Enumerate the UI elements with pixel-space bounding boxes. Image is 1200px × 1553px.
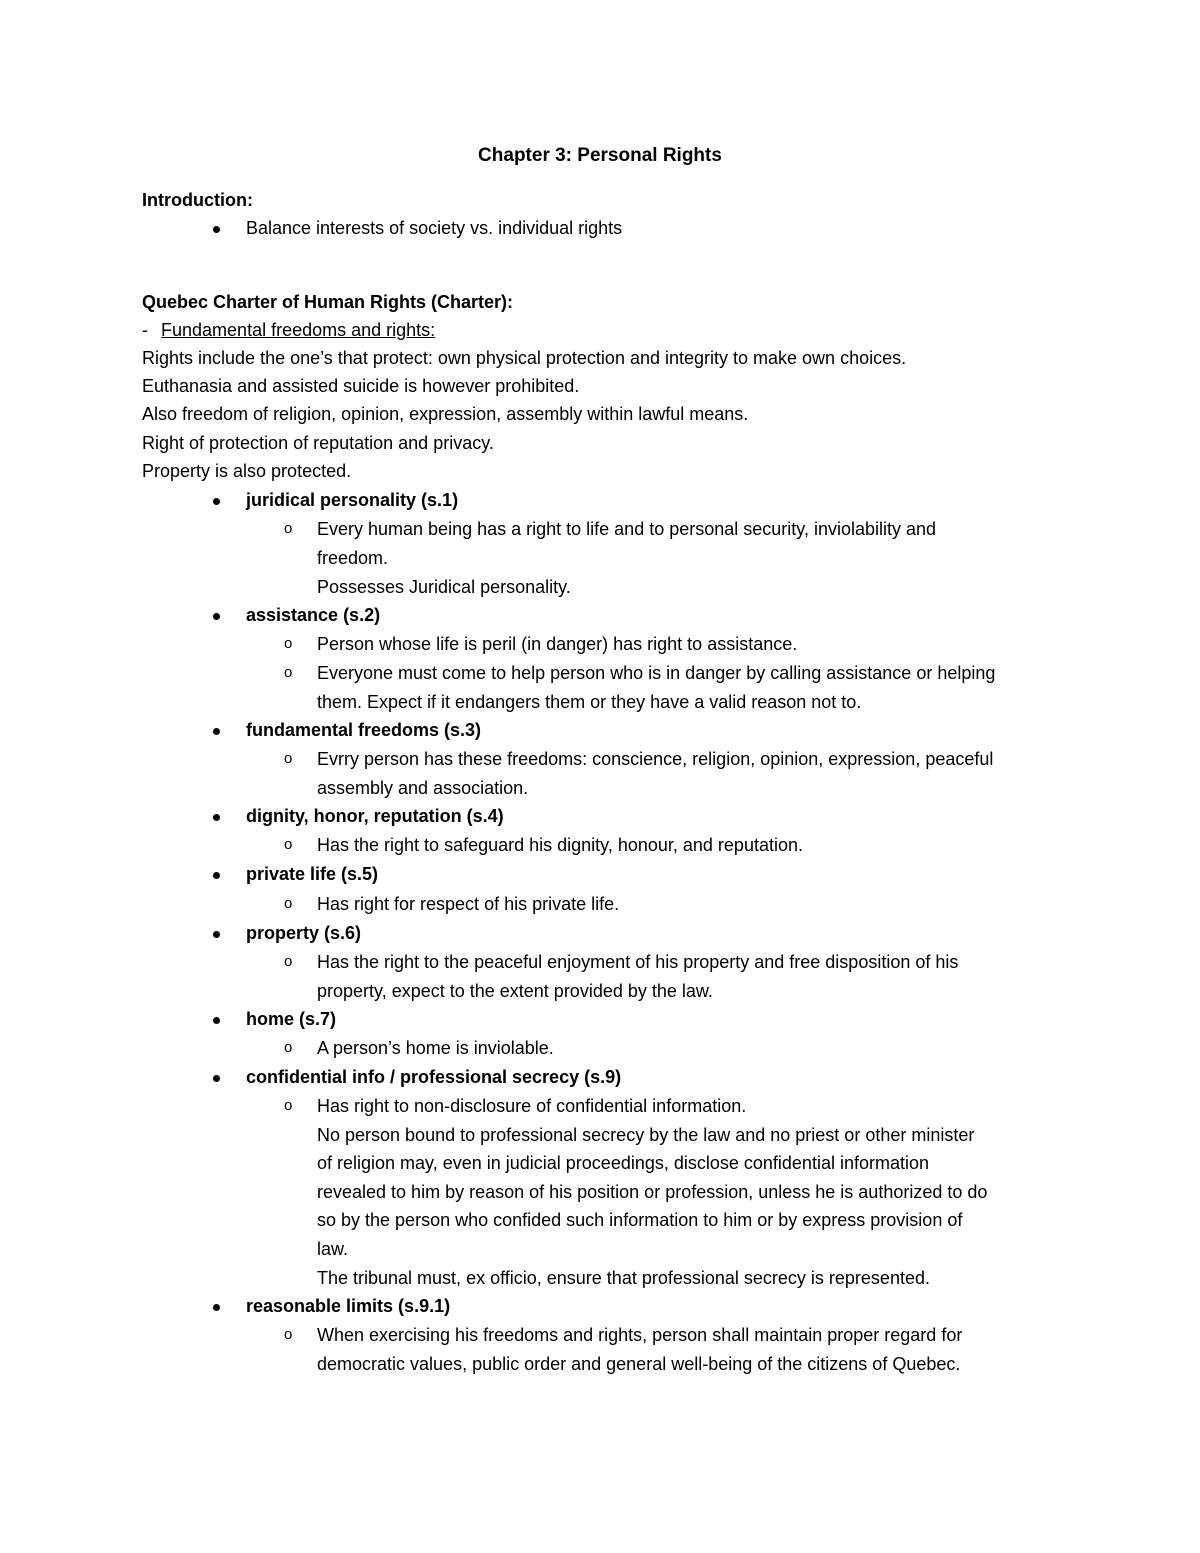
- section-title: dignity, honor, reputation (s.4): [246, 806, 504, 826]
- section-point: Has the right to safeguard his dignity, honour, and reputation.: [317, 835, 803, 855]
- circle-bullet-icon: o: [284, 750, 293, 767]
- intro-heading: Introduction:: [142, 190, 253, 210]
- charter-subheading: Fundamental freedoms and rights:: [161, 320, 436, 340]
- circle-bullet-icon: o: [284, 895, 293, 912]
- section-title: confidential info / professional secrecy (s.9): [246, 1067, 622, 1087]
- bullet-icon: [213, 488, 220, 512]
- circle-bullet-icon: o: [284, 1097, 293, 1114]
- section-point: Possesses Juridical personality.: [317, 577, 571, 597]
- paragraph: Rights include the one’s that protect: own physical protection and integrity to make own choices.: [142, 348, 907, 368]
- bullet-icon: [213, 1294, 220, 1318]
- section-point: law.: [317, 1239, 349, 1259]
- bullet-icon: [213, 921, 220, 945]
- section-title: private life (s.5): [246, 864, 379, 884]
- circle-bullet-icon: o: [284, 1039, 293, 1056]
- paragraph: Right of protection of reputation and privacy.: [142, 433, 494, 453]
- section-point: Person whose life is peril (in danger) has right to assistance.: [317, 634, 798, 654]
- page-title: Chapter 3: Personal Rights: [478, 145, 722, 166]
- subheading-row: [142, 318, 435, 342]
- section-title: juridical personality (s.1): [246, 490, 459, 510]
- circle-bullet-icon: o: [284, 1326, 293, 1343]
- section-point: Has right to non-disclosure of confidential information.: [317, 1096, 747, 1116]
- paragraph: Property is also protected.: [142, 461, 352, 481]
- paragraph: Also freedom of religion, opinion, expression, assembly within lawful means.: [142, 404, 749, 424]
- section-point: Has the right to the peaceful enjoyment of his property and free disposition of his: [317, 952, 959, 972]
- section-point: so by the person who confided such information to him or by express provision of: [317, 1210, 963, 1230]
- circle-bullet-icon: o: [284, 953, 293, 970]
- section-point: When exercising his freedoms and rights, person shall maintain proper regard for: [317, 1325, 963, 1345]
- bullet-icon: [213, 718, 220, 742]
- section-point: freedom.: [317, 548, 389, 568]
- circle-bullet-icon: o: [284, 836, 293, 853]
- section-point: democratic values, public order and general well-being of the citizens of Quebec.: [317, 1354, 961, 1374]
- section-title: fundamental freedoms (s.3): [246, 720, 482, 740]
- paragraph: Euthanasia and assisted suicide is however prohibited.: [142, 376, 580, 396]
- section-point: The tribunal must, ex officio, ensure that professional secrecy is represented.: [317, 1268, 930, 1288]
- section-title: property (s.6): [246, 923, 362, 943]
- section-point: assembly and association.: [317, 778, 529, 798]
- section-point: Every human being has a right to life and to personal security, inviolability and: [317, 519, 937, 539]
- section-point: Has right for respect of his private life.: [317, 894, 620, 914]
- bullet-icon: [213, 1007, 220, 1031]
- bullet-icon: [213, 603, 220, 627]
- circle-bullet-icon: o: [284, 664, 293, 681]
- section-title: reasonable limits (s.9.1): [246, 1296, 451, 1316]
- section-point: A person’s home is inviolable.: [317, 1038, 554, 1058]
- section-point: them. Expect if it endangers them or they have a valid reason not to.: [317, 692, 862, 712]
- charter-heading: Quebec Charter of Human Rights (Charter):: [142, 292, 514, 312]
- section-point: property, expect to the extent provided by the law.: [317, 981, 713, 1001]
- section-point: Everyone must come to help person who is in danger by calling assistance or helping: [317, 663, 996, 683]
- dash-marker: -: [142, 320, 148, 340]
- section-title: home (s.7): [246, 1009, 337, 1029]
- intro-item: Balance interests of society vs. individual rights: [246, 218, 623, 238]
- section-point: Evrry person has these freedoms: conscience, religion, opinion, expression, peaceful: [317, 749, 994, 769]
- bullet-icon: [213, 862, 220, 886]
- circle-bullet-icon: o: [284, 520, 293, 537]
- section-point: revealed to him by reason of his position or profession, unless he is authorized to do: [317, 1182, 988, 1202]
- bullet-icon: [213, 216, 220, 240]
- circle-bullet-icon: o: [284, 635, 293, 652]
- bullet-icon: [213, 1065, 220, 1089]
- section-point: of religion may, even in judicial proceedings, disclose confidential information: [317, 1153, 929, 1173]
- bullet-icon: [213, 804, 220, 828]
- section-title: assistance (s.2): [246, 605, 381, 625]
- section-point: No person bound to professional secrecy by the law and no priest or other minister: [317, 1125, 975, 1145]
